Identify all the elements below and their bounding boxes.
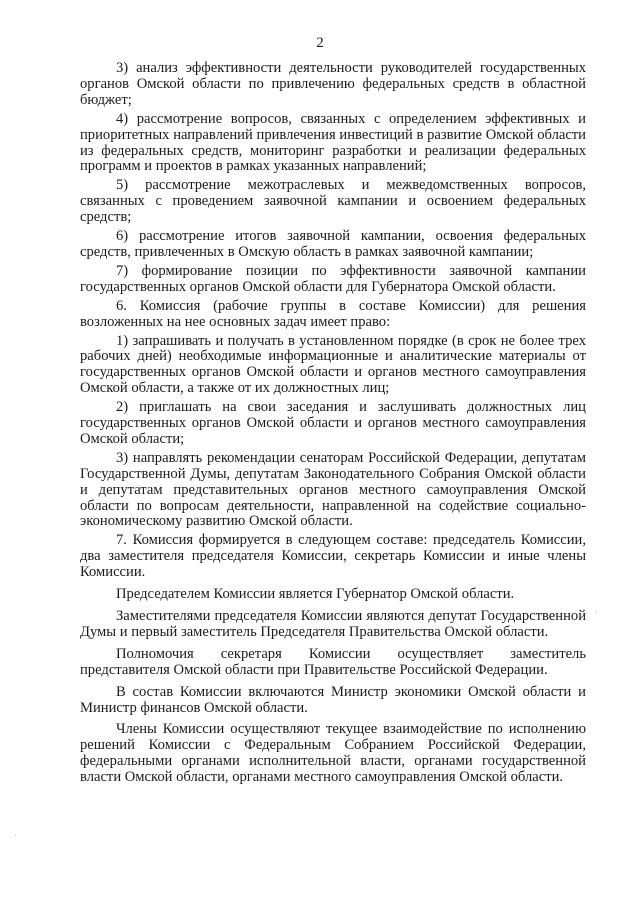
paragraph-section-7: 7. Комиссия формируется в следующем составе: председатель Комиссии, два заместителя председателя Комиссии, секретарь Комиссии и иные члены Комиссии. (80, 532, 586, 581)
paragraph-right-1: 1) запрашивать и получать в установленном порядке (в срок не более трех рабочих дней) необходимые информационные и аналитические материалы от государственных органов Омской области и органов местного самоуправления Омской области, а также от их должностных лиц; (80, 332, 586, 397)
paragraph-deputies: Заместителями председателя Комиссии являются депутат Государственной Думы и первый заместитель Председателя Правительства Омской области. (80, 608, 586, 640)
paragraph-right-3: 3) направлять рекомендации сенаторам Российской Федерации, депутатам Государственной Думы, депутатам Законодательного Собрания Омской области и депутатам представительных органов местного самоуправления Омской области по вопросам деятельности, направленной на содействие социально-экономическому развитию Омской области. (80, 449, 586, 530)
paragraph-ministers: В состав Комиссии включаются Министр экономики Омской области и Министр финансов Омской области. (80, 683, 586, 716)
paragraph-members: Члены Комиссии осуществляют текущее взаимодействие по исполнению решений Комиссии с Федеральным Собранием Российской Федерации, федеральными органами исполнительной власти, органами государственной власти Омской области, органами местного самоуправления Омской области. (80, 721, 586, 786)
paragraph-item-7: 7) формирование позиции по эффективности заявочной кампании государственных органов Омской области для Губернатора Омской области. (80, 262, 586, 295)
paragraph-item-3: 3) анализ эффективности деятельности руководителей государственных органов Омской области по привлечению федеральных средств в областной бюджет; (80, 60, 586, 108)
paragraph-item-4: 4) рассмотрение вопросов, связанных с определением эффективных и приоритетных направлений привлечения инвестиций в развитие Омской области из федеральных средств, мониторинг разработки и реализации федеральных программ и проектов в рамках указанных направлений; (80, 110, 586, 175)
paragraph-item-5: 5) рассмотрение межотраслевых и межведомственных вопросов, связанных с проведением заявочной кампании и освоением федеральных средств; (80, 177, 586, 226)
paragraph-section-6: 6. Комиссия (рабочие группы в составе Комиссии) для решения возложенных на нее основных задач имеет право: (80, 297, 586, 330)
paragraph-chairman: Председателем Комиссии является Губернатор Омской области. (116, 586, 515, 603)
paragraph-secretary: Полномочия секретаря Комиссии осуществляет заместитель представителя Омской области при Правительстве Российской Федерации. (80, 645, 586, 678)
page-number: 2 (316, 35, 324, 51)
scan-speck (596, 612, 597, 613)
document-body (80, 61, 586, 786)
paragraph-item-6: 6) рассмотрение итогов заявочной кампании, освоения федеральных средств, привлеченных в Омскую область в рамках заявочной кампании; (80, 228, 586, 260)
paragraph-right-2: 2) приглашать на свои заседания и заслушивать должностных лиц государственных органов Омской области и органов местного самоуправления Омской области; (80, 399, 586, 447)
scan-speck (15, 835, 16, 836)
